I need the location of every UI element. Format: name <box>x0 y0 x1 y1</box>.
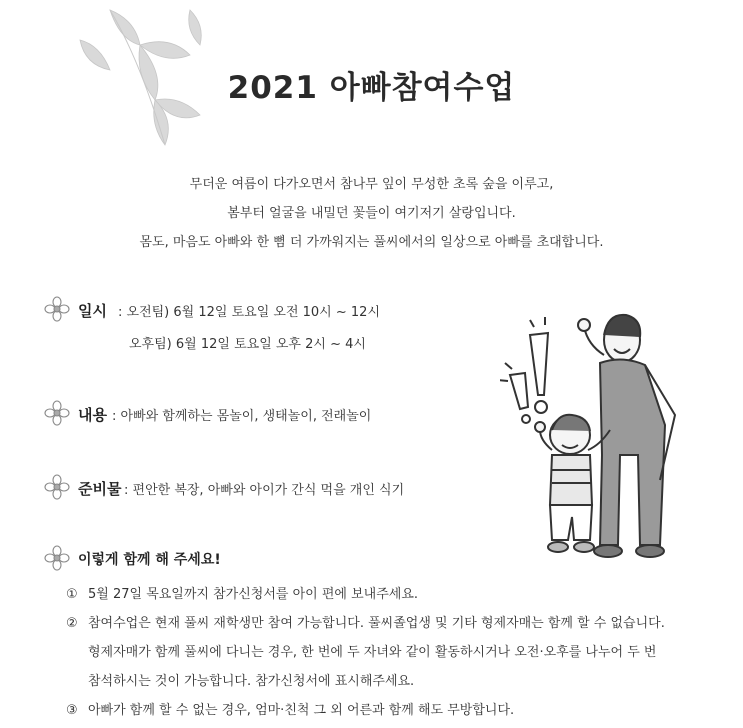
note-number: ③ <box>66 703 78 718</box>
flower-icon <box>44 400 70 426</box>
intro-line: 무더운 여름이 다가오면서 참나무 잎이 무성한 초록 숲을 이루고, <box>189 177 554 192</box>
schedule-morning: : 오전팀) 6월 12일 토요일 오전 10시 ~ 12시 <box>118 305 380 320</box>
list-item <box>66 580 665 609</box>
notes-list <box>66 580 665 725</box>
note-continuation: 형제자매가 함께 풀씨에 다니는 경우, 한 번에 두 자녀와 같이 활동하시거나 오전·오후를 나누어 두 번 <box>88 645 657 660</box>
flower-icon <box>44 545 70 571</box>
list-item <box>66 696 665 725</box>
page-title: 2021 아빠참여수업 <box>227 70 516 106</box>
note-line: 참여수업은 현재 풀씨 재학생만 참여 가능합니다. 풀씨졸업생 및 기타 형제자매는 함께 할 수 없습니다. <box>88 616 665 631</box>
note-continuation: 참석하시는 것이 가능합니다. 참가신청서에 표시해주세요. <box>88 674 415 689</box>
content-text: : 아빠와 함께하는 몸놀이, 생태놀이, 전래놀이 <box>112 409 372 424</box>
notes-heading: 이렇게 함께 해 주세요! <box>78 552 221 568</box>
note-number: ① <box>66 587 78 602</box>
note-line: 아빠가 함께 할 수 없는 경우, 엄마·친척 그 외 어른과 함께 해도 무방합니다. <box>88 703 515 718</box>
intro-line: 몸도, 마음도 아빠와 한 뼘 더 가까워지는 풀씨에서의 일상으로 아빠를 초대합니다. <box>139 235 604 250</box>
content-label: 내용 <box>78 406 107 424</box>
schedule-label: 일시 <box>78 302 107 320</box>
supplies-label: 준비물 <box>78 480 122 498</box>
flower-icon <box>44 296 70 322</box>
intro-line: 봄부터 얼굴을 내밀던 꽃들이 여기저기 살랑입니다. <box>227 206 516 221</box>
list-item <box>66 609 665 638</box>
intro-text <box>0 170 743 257</box>
father-and-child-illustration-icon <box>500 305 700 575</box>
note-number: ② <box>66 616 78 631</box>
supplies-text: : 편안한 복장, 아빠와 아이가 간식 먹을 개인 식기 <box>124 483 405 498</box>
flower-icon <box>44 474 70 500</box>
schedule-afternoon: 오후팀) 6월 12일 토요일 오후 2시 ~ 4시 <box>129 337 366 352</box>
note-line: 5월 27일 목요일까지 참가신청서를 아이 편에 보내주세요. <box>88 587 419 602</box>
